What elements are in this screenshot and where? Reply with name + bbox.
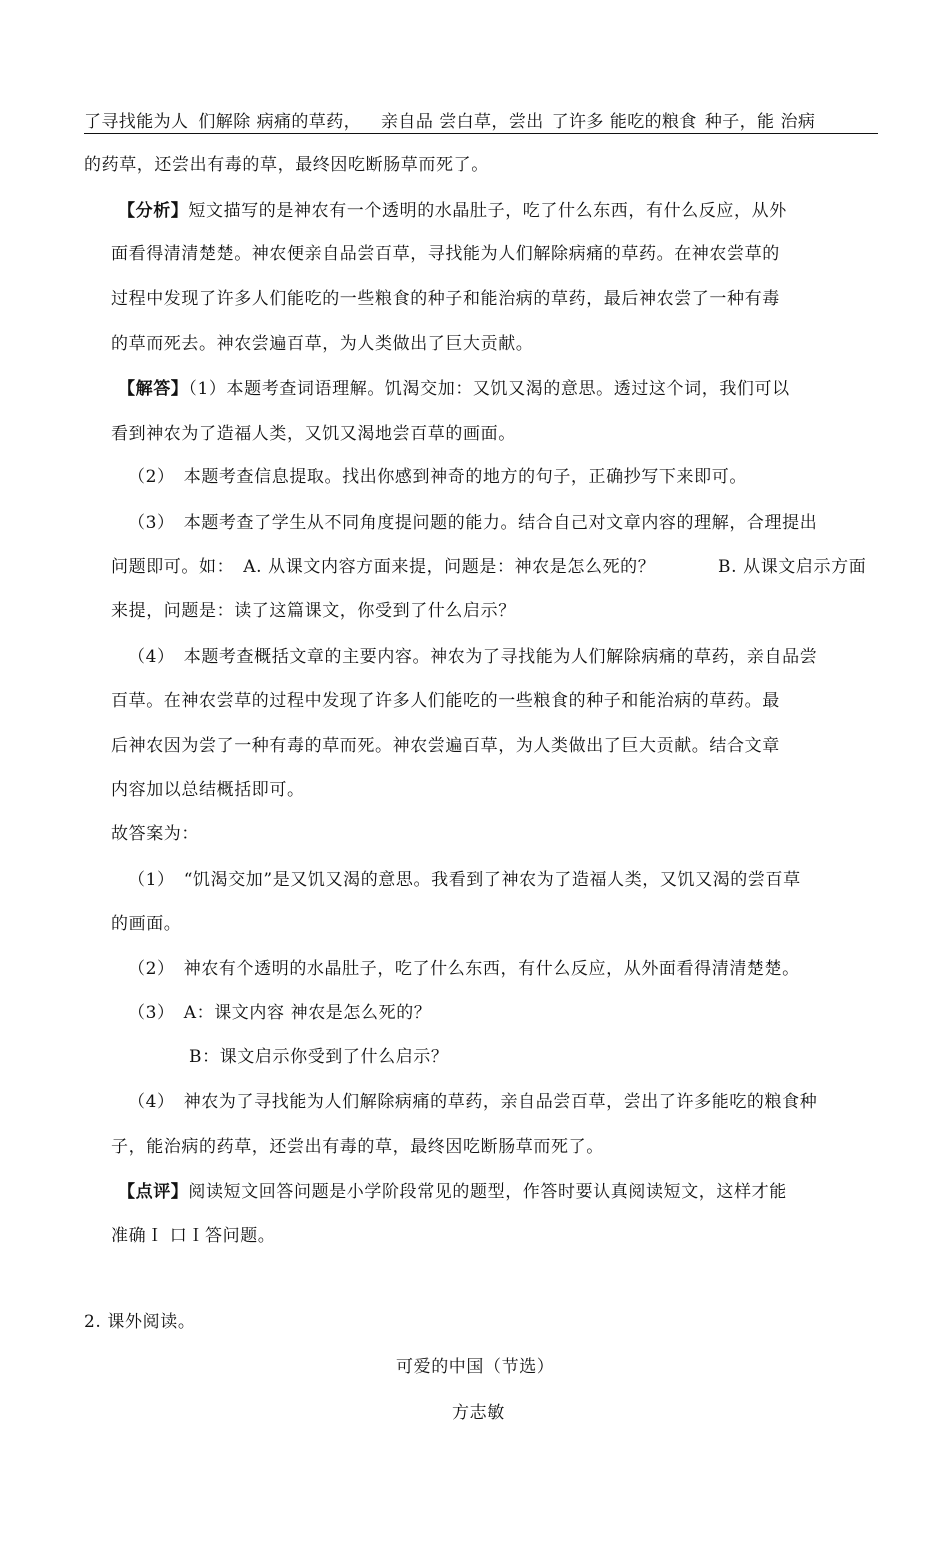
top-seg-2: 病痛的草药， — [256, 112, 362, 132]
answer-q3-line-2a: 问题即可。如： A. 从课文内容方面来提，问题是：神农是怎么死的？ — [111, 557, 656, 577]
top-line-1 — [84, 110, 815, 134]
analysis-line-2: 面看得清清楚楚。神农便亲自品尝百草，寻找能为人们解除病痛的草药。在神农尝草的 — [111, 244, 780, 264]
final-a3b: B：课文启示你受到了什么启示？ — [189, 1047, 449, 1067]
top-seg-7: 种子，能 — [704, 112, 775, 132]
answer-q4-line-3: 后神农因为尝了一种有毒的草而死。神农尝遍百草，为人类做出了巨大贡献。结合文章 — [111, 736, 780, 756]
final-a4-line-2: 子，能治病的药草，还尝出有毒的草，最终因吃断肠草而死了。 — [111, 1137, 604, 1157]
top-seg-4: 尝白草，尝出 — [439, 112, 544, 132]
answer-q4-line-1: （4） 本题考查概括文章的主要内容。神农为了寻找能为人们解除病痛的草药，亲自品尝 — [128, 647, 818, 667]
underline-rule — [84, 133, 878, 134]
analysis-line-1 — [118, 199, 787, 223]
comment-line-2: 准确Ｉ 口Ｉ答问题。 — [111, 1226, 276, 1246]
answer-q3-line-2b: B. 从课文启示方面 — [718, 557, 867, 577]
comment-line-1 — [118, 1180, 787, 1204]
answer-q3-line-3: 来提，问题是：读了这篇课文，你受到了什么启示？ — [111, 601, 516, 621]
answer-q3-line-1: （3） 本题考查了学生从不同角度提问题的能力。结合自己对文章内容的理解，合理提出 — [128, 513, 818, 533]
top-seg-8: 治病 — [780, 112, 816, 132]
section2-title: 可爱的中国（节选） — [396, 1357, 555, 1377]
answer-q4-line-2: 百草。在神农尝草的过程中发现了许多人们能吃的一些粮食的种子和能治病的草药。最 — [111, 691, 780, 711]
section2-author: 方志敏 — [452, 1403, 505, 1423]
final-a2: （2） 神农有个透明的水晶肚子，吃了什么东西，有什么反应，从外面看得清清楚楚。 — [128, 959, 800, 979]
final-a1-line-1: （1） “饥渴交加”是又饥又渴的意思。我看到了神农为了造福人类，又饥又渴的尝百草 — [128, 870, 801, 890]
top-seg-0: 了寻找能为人 — [84, 112, 189, 132]
answer-label: 【解答】 — [118, 379, 189, 399]
analysis-line-4: 的草而死去。神农尝遍百草，为人类做出了巨大贡献。 — [111, 334, 534, 354]
final-a4-line-1: （4） 神农为了寻找能为人们解除病痛的草药，亲自品尝百草，尝出了许多能吃的粮食种 — [128, 1092, 818, 1112]
comment-label: 【点评】 — [118, 1182, 189, 1202]
section2-heading: 2. 课外阅读。 — [84, 1312, 196, 1332]
answer-q4-line-4: 内容加以总结概括即可。 — [111, 780, 305, 800]
final-a3a: （3） A：课文内容 神农是怎么死的？ — [128, 1003, 432, 1023]
analysis-text-1: 短文描写的是神农有一个透明的水晶肚子，吃了什么东西，有什么反应，从外 — [188, 201, 787, 221]
top-seg-1: 们解除 — [198, 112, 251, 132]
final-intro: 故答案为： — [111, 824, 199, 844]
analysis-label: 【分析】 — [118, 201, 189, 221]
answer-q2: （2） 本题考查信息提取。找出你感到神奇的地方的句子，正确抄写下来即可。 — [128, 467, 747, 487]
top-seg-3: 亲自品 — [381, 112, 434, 132]
answer-line-1 — [118, 377, 790, 401]
top-seg-5: 了许多 — [551, 112, 604, 132]
analysis-line-3: 过程中发现了许多人们能吃的一些粮食的种子和能治病的草药，最后神农尝了一种有毒 — [111, 289, 780, 309]
answer-q1-text: （1）本题考查词语理解。饥渴交加：又饥又渴的意思。透过这个词，我们可以 — [188, 379, 790, 399]
final-a1-line-2: 的画面。 — [111, 914, 182, 934]
comment-text-1: 阅读短文回答问题是小学阶段常见的题型，作答时要认真阅读短文，这样才能 — [188, 1182, 787, 1202]
top-seg-6: 能吃的粮食 — [609, 112, 697, 132]
top-line-2: 的药草，还尝出有毒的草，最终因吃断肠草而死了。 — [84, 155, 489, 175]
answer-q1-line-2: 看到神农为了造福人类，又饥又渴地尝百草的画面。 — [111, 424, 516, 444]
